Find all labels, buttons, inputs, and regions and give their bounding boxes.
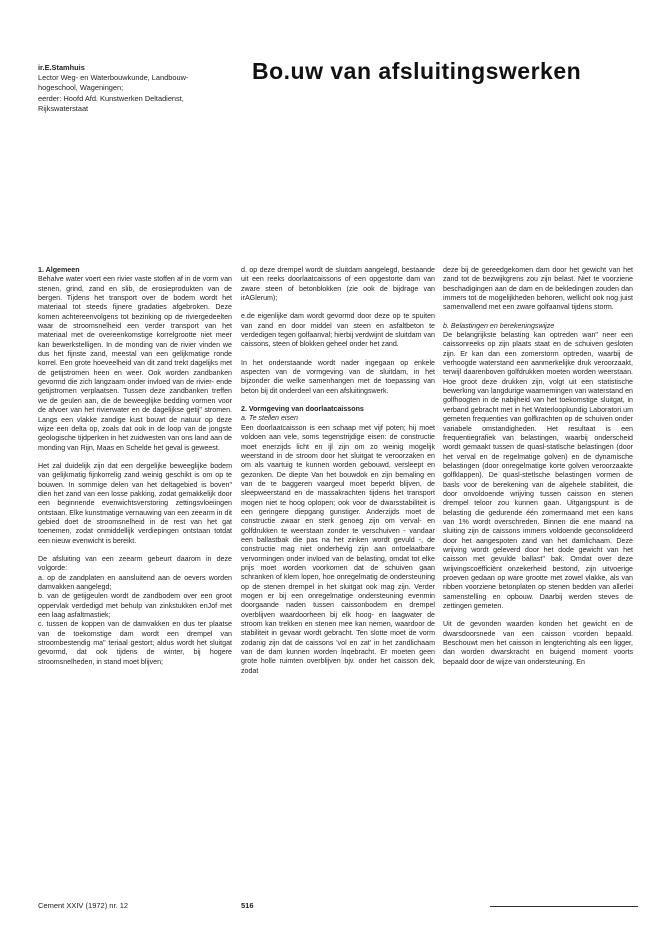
paragraph: De belangrijkste belasting kan optreden wan" neer een caissonreeks op zijn plaats staat en de schuiven gesloten zijn. Er kan dan een zomerstorm optreden, waarbij de verhoogde waterstand een aanmerkelijke druk veroorzaakt, terwijl daarenboven golfdrukken moeten worden weerstaan. Hoe groot deze drukken zijn, volgt uit een statistische bewerking van langdurige waarnemingen van waterstand en golfhoogten in de nabijheid van het toekomstige sluitgat, in verband gebracht met in het Waterloopkundig Laboratori.um gemeten frequenties van golfkrachten op de schuiven onder variabele omstandigheden. Het resultaat is een frequentiegrafiek van belastingen, waarbij onderscheid wordt gemaakt tussen de quasl-statlsche belastingen (door het verval en de regelmatige golven) en de dynamische belastingen (door onregelmatige korte golven veroorzaakte golfklappen). De quasl-stetlsche belastingen vormen de basls voor de berekening van de algehele stabiliteit, die door onvoldoende wrijving tussen caisson en stenen drempel teloor zou kunnen gaan. Uitgangspunt is de belasting die gedurende één zomermaand met een kans van 1% wordt overschreden. Binnen die ene maand na sluiting zijn de caissons immers voldoende geconsolideerd door het aangespoten zand van het damlichaam. Deze wrijving wordt geleverd door het dode gewicht van het caisson met gevulde ballast" bak. Omdat over deze wrijvingscoëfficiënt onzekerheid bestond, zijn uitvoerige proeven gedaan op ware grootte met zowel vlakke, als van ribben voorziene betonplaten op stenen bedden van allerlei samenstelling en opbouw. Daarbij werden steves de zettingen gemeten. <box>443 331 633 611</box>
text-column-1 <box>38 266 232 667</box>
section-heading: 1. Algemeen <box>38 266 80 274</box>
section-heading: 2. Vormgeving van doorlaatcaissons <box>241 405 364 414</box>
author-block <box>38 63 238 114</box>
footer-rule <box>490 906 638 907</box>
text-column-2 <box>241 266 435 685</box>
author-affiliation-line: Lector Weg- en Waterbouwkunde, Landbouw- <box>38 73 189 83</box>
text-column-3 <box>443 266 633 676</box>
list-item: d. op deze drempel wordt de sluitdam aangelegd, bestaande uit een reeks doorlaatcaissons of een opgestorte dam van zware steen of betonblokken (zie ook de bijdrage van irAGlerum); <box>241 266 435 303</box>
author-name: ir.E.Stamhuis <box>38 63 85 72</box>
list-item: c. tussen de koppen van de damvakken en dus ter plaatse van de toekomstige dam wordt een drempel van stroombestendig ma" teriaal gestort; aldus wordt het sluitgat gevormd, dat ook tijdens de winter, bij hogere stroomsnelheden, in stand moet blijven; <box>38 620 232 666</box>
paragraph: Uit de gevonden waarden konden het gewicht en de dwarsdoorsnede van een caisson vcorden bepaald. Beschouwt men het caisson in lengterichting als een ligger, dan worden dwarskracht en buigend moment voorts bepaald door de wijze van ondersteuning. En <box>443 620 633 666</box>
list-item: e.de eigenlijke dam wordt gevormd door deze op te spuiten van zand en door middel van steen en asfaltbeton te verdedigen tegen golfaanval; hierbij verdwijnt de sluitdam van caissons, steen of blokken geheel onder het zand. <box>241 312 435 349</box>
list-item: a. op de zandplaten en aansluitend aan de oevers worden damvakken aangelegd; <box>38 573 232 591</box>
paragraph: Behalve water voert een rivier vaste stoffen af in de vorm van stenen, grind, zand en slib, de erosieprodukten van de bergen. Tijdens het transport over de bodem wordt het materiaal tot steeds fijnere gradaties afgebroken. Deze komen achtereenvolgens tot bezinking op de riviergedeelten waar de stroomsnelheid een verder transport van het materiaal met de overeenkomstige korrelgrootte niet meer kan bewerkstelligen. In de monding van de rivier vinden we dus het fijnste zand, meestal van een gelijkmatige ronde korrel. Een grote hoeveelheid van dit zand trekt dagelijks met de getijstromen heen en weer. Ook worden zandbanken gevormd die zich langzaam onder invloed van de rivier- ende getijstromen verplaatsen. Tussen deze zandbanken treffen we de geulen aan, die de beweeglijke bedding vormen voor de afvoer van het rivierwater en de dagelijkse getij" stromen. Langs een vlakke zandige kust bouwt de natuur op deze wijze een delta op, zoals dat ook in de loop van de jongste geologische tijdperken in het zuidwesten van ons land aan de monding van Rijn, Maas en Schelde het geval is geweest. <box>38 275 232 452</box>
paragraph: Het zal duidelijk zijn dat een dergelijke beweeglijke bodem van gelijkmatig fijnkorrelig zand weinig geschikt is om op te bouwen. In sommige delen van het deltagebied is boven" dien het zand van een losse pakking, zodat gemakkelijk door een beginnende evenwichtsverstoring zettingsvloeiingen ontstaan. Elke kunstmatige vernauwing van een zeearm in dit gebied doet de stroomsnelheid in de rest van het gat toenemen, zodat onmiddellijk verdiepingen ontstaan totdat een nieuw evenwicht is bereikt. <box>38 461 232 545</box>
author-affiliation-line: eerder: Hoofd Afd. Kunstwerken Deltadienst, <box>38 93 184 103</box>
subsection-heading: b. Belastingen en berekeningswijze <box>443 321 555 330</box>
paragraph: deze bij de gereedgekomen dam door het gewicht van het zand tot de bezwijkgrens zou zijn belast. Niet te voorziene beschadigingen aan de dam en de bekledingen zouden dan immers tot de mogelijkheden behoren, wellicht ook nog juist samenvallend met een zware golfaanval tijdens storm. <box>443 266 633 312</box>
list-item: b. van de getijgeulen wordt de zandbodem over een groot oppervlak verdedigd met behulp van zinkstukken enJof met een laag asfaltmastiek; <box>38 592 232 620</box>
paragraph: De afsluiting van een zeearm gebeurt daarom in deze volgorde: <box>38 554 232 573</box>
page-number: 516 <box>241 901 254 910</box>
journal-footer: Cement XXIV (1972) nr. 12 <box>38 901 129 910</box>
article-title: Bo.uw van afsluitingswerken <box>252 58 582 84</box>
author-affiliation-line: hogeschool, Wageningen; <box>38 83 124 93</box>
paragraph: Een doorlaatcaisson is een schaap met vijf poten; hij moet voldoen aan vele, soms tegenstrijdige eisen: de constructie moet enerzijds licht en ijl zijn om zo weinig mogelijk weerstand in de stroom door het sluitgat te veroorzaken en om als vaartuig te kunnen worden gebouwd, versleept en gezonken. De diepte Van het bouwdok en zijn bemaling en van de te baggeren vaargeul moet beperkt blijven, de sleepweerstand en de massakrachten tijdens het transport mogen niet te hoog oplopen; ook voor de dwarsstabiliteit is een geringere diepgang gunstiger. Anderzijds moet de constructie zwaar en sterk genoeg zijn om verval- en golfdrukken te weerstaan zonder te verschuiven - vandaar een ballastbak die pas na het zinken wordt gevuld -, de constructie mag niet onderhevig zijn aan ontoelaatbare vervormingen onder invloed van de belasting, omdat tot elke prijs moet worden voorkomen dat de schuiven gaan schranken of klem lopen, hoe onregelmatig de ondersteuning op de stenen drempel in het sluitgat ook mag zijn. Verder mogen er bij een onregelmatige ondersteuning evenmin doorgaande naden tussen caissonbodem en drempel overblijven waardoorheen bij elk hoog- en laagwater de stroom kan trekken en stenen mee kan nemen, waardoor de stabiliteit in gevaar wordt gebracht. Ten slotte moet de vorm zodanig zijn dat de caissons 'vol en zat' in het zandlichaam van de dam kunnen worden lnqebracht. Er moeten geen grote holle ruimten overblijven bjv. onder het caisson dek, zodat <box>241 423 435 675</box>
subsection-heading: a. Te stellen eisen <box>241 414 298 423</box>
author-affiliation-line: Rijkswaterstaat <box>38 103 89 113</box>
paragraph: In het onderstaande wordt nader ingegaan op enkele aspecten van de vormgeving van de sluitdam, in het bijzonder die welke samenhangen met de toepassing van beton bij dit onderdeel van een afsluitingswerk. <box>241 358 435 395</box>
